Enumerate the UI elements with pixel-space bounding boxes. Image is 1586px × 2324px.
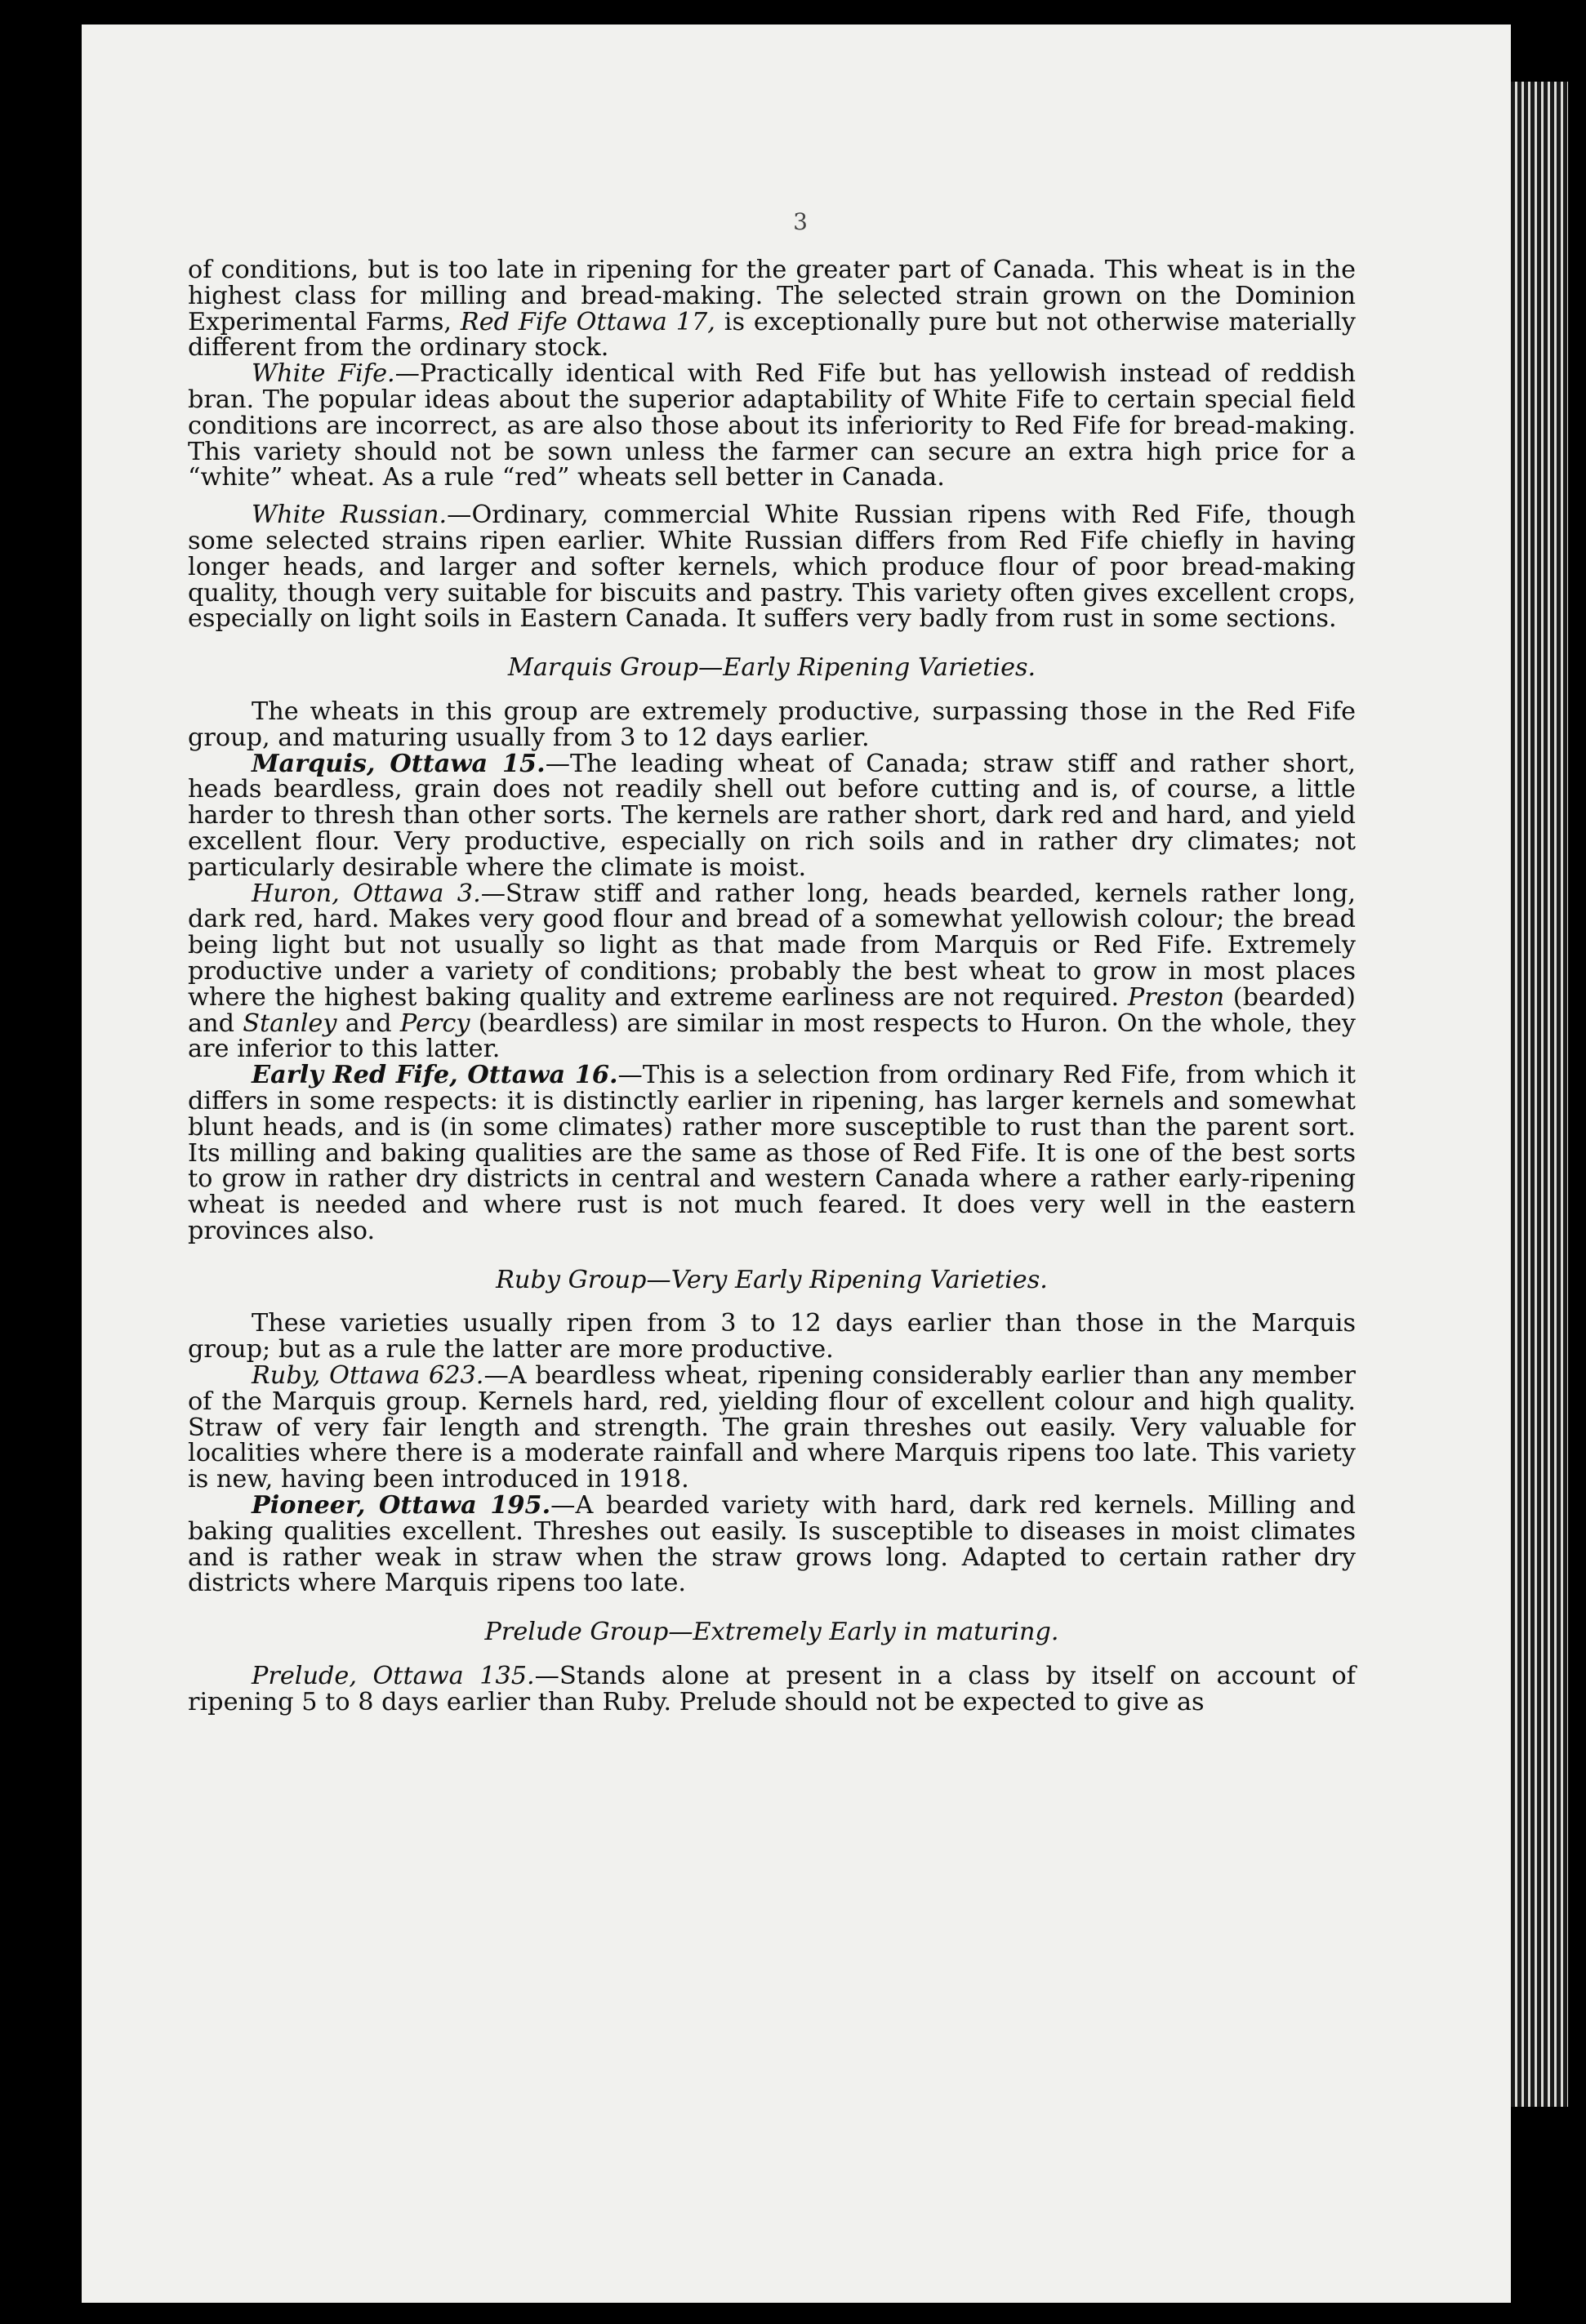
section-heading-ruby: Ruby Group—Very Early Ripening Varieties.: [496, 1265, 1048, 1294]
section-heading-marquis: Marquis Group—Early Ripening Varieties.: [507, 653, 1036, 683]
paragraph-ruby-intro: These varieties usually ripen from 3 to 12 days earlier than those in the Marquis group; but as a rule the latter are more productive.: [188, 1309, 1356, 1365]
variety-reference: Stanley: [243, 1008, 337, 1038]
paragraph-ruby: [188, 1363, 1356, 1493]
paragraph-pioneer: [188, 1493, 1356, 1596]
variety-name: Ruby, Ottawa 623.: [252, 1361, 484, 1391]
variety-name: White Fife.: [252, 359, 395, 389]
paragraph-text: and: [336, 1008, 400, 1038]
section-heading-prelude: Prelude Group—Extremely Early in maturing.: [484, 1618, 1059, 1647]
variety-name: Marquis, Ottawa 15.: [252, 749, 546, 778]
paragraph-text: (bearded) and: [188, 982, 1357, 1038]
paragraph-text: —Ordinary, commercial White Russian ripens with Red Fife, though some selected strains ripen earlier. White Russian differs from Red Fife chiefly in having longer heads, and larger and softer kernels, which produce flour of poor bread-making quality, though very suitable for biscuits and pastry. This variety often gives excellent crops, especially on light soils in Eastern Canada. It suffers very badly from rust in some sections.: [188, 501, 1356, 634]
paragraph-white-fife: [188, 361, 1356, 491]
paragraph-marquis-intro: The wheats in this group are extremely productive, surpassing those in the Red Fife group, and maturing usually from 3 to 12 days earlier.: [188, 697, 1356, 752]
variety-name: Huron, Ottawa 3.: [252, 879, 481, 908]
paragraph-text: —Straw stiff and rather long, heads bearded, kernels rather long, dark red, hard. Makes very good flour and bread of a somewhat yellowish colour; the bread being light but not usually so light as that made from Marquis or Red Fife. Extremely productive under a variety of conditions; probably the best wheat to grow in most places where the highest baking quality and extreme earliness are not required.: [188, 879, 1356, 1012]
paragraph-text: —A bearded variety with hard, dark red kernels. Milling and baking qualities excellent. Threshes out easily. Is susceptible to diseases in moist climates and is rather weak in straw when the straw grows long. Adapted to certain rather dry districts where Marquis ripens too late.: [188, 1491, 1356, 1598]
variety-name: White Russian.: [252, 501, 448, 530]
paragraph-text: is exceptionally pure but not otherwise materially different from the ordinary stock.: [188, 307, 1356, 363]
variety-reference: Percy: [399, 1008, 470, 1038]
variety-name: Pioneer, Ottawa 195.: [252, 1491, 551, 1520]
document-body: [188, 257, 1356, 1716]
paragraph-text: of conditions, but is too late in ripening for the greater part of Canada. This wheat is in the highest class for milling and bread-making. The selected strain grown on the Dominion Experimental Farms,: [188, 256, 1356, 336]
paragraph-prelude: [188, 1663, 1356, 1716]
paragraph-text: —Practically identical with Red Fife but has yellowish instead of reddish bran. The popular ideas about the superior adaptability of White Fife to certain special field conditions are incorrect, as are also those about its inferiority to Red Fife for bread-making. This variety should not be sown unless the farmer can secure an extra high price for a “white” wheat. As a rule “red” wheats sell better in Canada.: [188, 359, 1356, 492]
page-number: 3: [793, 208, 808, 235]
variety-reference: Red Fife Ottawa 17,: [460, 307, 715, 336]
paragraph-early-red-fife: [188, 1062, 1356, 1244]
paragraph-white-russian: [188, 502, 1356, 632]
paragraph-text: (beardless) are similar in most respects to Huron. On the whole, they are inferior to this latter.: [188, 1008, 1356, 1064]
variety-name: Prelude, Ottawa 135.: [252, 1662, 535, 1691]
paragraph-marquis: [188, 751, 1356, 881]
paragraph-text: —This is a selection from ordinary Red Fife, from which it differs in some respects: it is distinctly earlier in ripening, has larger kernels and somewhat blunt heads, and is (in some climates) rather more susceptible to rust than the parent sort. Its milling and baking qualities are the same as those of Red Fife. It is one of the best sorts to grow in rather dry districts in central and western Canada where a rather early-ripening wheat is needed and where rust is not much feared. It does very well in the eastern provinces also.: [188, 1061, 1356, 1245]
paragraph-text: —The leading wheat of Canada; straw stiff and rather short, heads beardless, grain does not readily shell out before cutting and is, of course, a little harder to thresh than other sorts. The kernels are rather short, dark red and hard, and yield excellent flour. Very productive, especially on rich soils and in rather dry climates; not particularly desirable where the climate is moist.: [188, 749, 1357, 882]
paragraph-text: —A beardless wheat, ripening considerably earlier than any member of the Marquis group. Kernels hard, red, yielding flour of excellent colour and high quality. Straw of very fair length and strength. The grain threshes out easily. Very valuable for localities where there is a moderate rainfall and where Marquis ripens too late. This variety is new, having been introduced in 1918.: [188, 1361, 1357, 1494]
book-page-edges: [1511, 82, 1568, 2107]
paragraph-red-fife-continued: [188, 257, 1356, 361]
variety-reference: Preston: [1127, 982, 1225, 1012]
paragraph-text: —Stands alone at present in a class by itself on account of ripening 5 to 8 days earlier than Ruby. Prelude should not be expected to give as: [188, 1662, 1356, 1716]
paragraph-huron: [188, 881, 1356, 1063]
variety-name: Early Red Fife, Ottawa 16.: [252, 1061, 618, 1090]
